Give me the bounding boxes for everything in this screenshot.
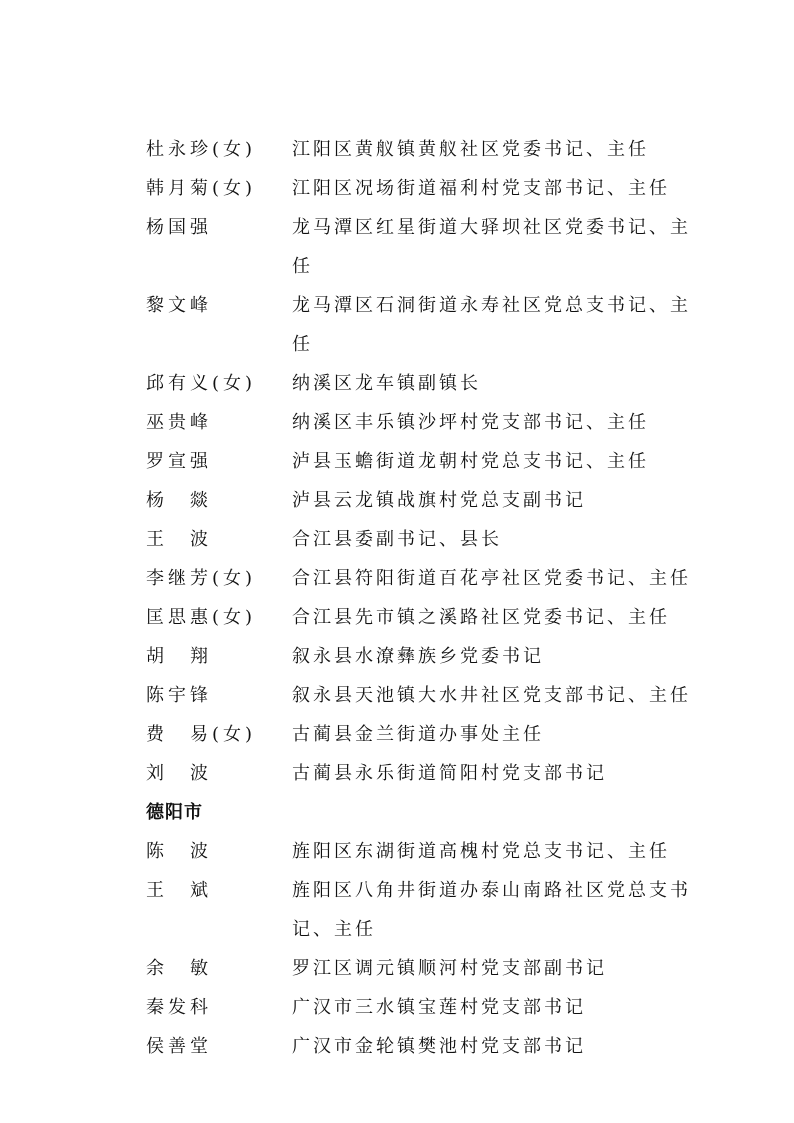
person-position: 龙马潭区石洞街道永寿社区党总支书记、主任	[292, 295, 691, 355]
list-item	[146, 481, 706, 520]
list-item	[146, 208, 706, 286]
commendation-list	[146, 130, 706, 1066]
person-position: 合江县符阳街道百花亭社区党委书记、主任	[292, 568, 691, 589]
section-heading: 德阳市	[146, 802, 203, 823]
person-name: 陈宇锋	[146, 685, 212, 706]
list-item	[146, 1027, 706, 1066]
list-item	[146, 169, 706, 208]
person-name: 侯善堂	[146, 1036, 212, 1057]
list-item	[146, 442, 706, 481]
list-item	[146, 871, 706, 949]
person-name: 罗宣强	[146, 451, 212, 472]
person-position: 龙马潭区红星街道大驿坝社区党委书记、主任	[292, 217, 691, 277]
person-name: 匡思惠(女)	[146, 607, 257, 628]
person-position: 合江县先市镇之溪路社区党委书记、主任	[292, 607, 670, 628]
person-name: 杨 燚	[146, 490, 212, 511]
list-item	[146, 598, 706, 637]
person-name: 王 波	[146, 529, 212, 550]
list-item	[146, 637, 706, 676]
person-position: 罗江区调元镇顺河村党支部副书记	[292, 958, 607, 979]
person-position: 广汉市金轮镇樊池村党支部书记	[292, 1036, 586, 1057]
person-position: 合江县委副书记、县长	[292, 529, 502, 550]
list-item	[146, 676, 706, 715]
person-name: 李继芳(女)	[146, 568, 257, 589]
person-position: 泸县玉蟾街道龙朝村党总支书记、主任	[292, 451, 649, 472]
person-name: 杨国强	[146, 217, 212, 238]
list-item	[146, 286, 706, 364]
person-position: 古蔺县金兰街道办事处主任	[292, 724, 544, 745]
person-position: 旌阳区八角井街道办泰山南路社区党总支书记、主任	[292, 880, 691, 940]
person-position: 泸县云龙镇战旗村党总支副书记	[292, 490, 586, 511]
person-name: 费 易(女)	[146, 724, 257, 745]
person-position: 纳溪区龙车镇副镇长	[292, 373, 481, 394]
person-name: 邱有义(女)	[146, 373, 257, 394]
person-position: 古蔺县永乐街道简阳村党支部书记	[292, 763, 607, 784]
list-item	[146, 988, 706, 1027]
list-item	[146, 520, 706, 559]
person-position: 广汉市三水镇宝莲村党支部书记	[292, 997, 586, 1018]
person-position: 纳溪区丰乐镇沙坪村党支部书记、主任	[292, 412, 649, 433]
list-item	[146, 130, 706, 169]
person-name: 王 斌	[146, 880, 212, 901]
person-name: 秦发科	[146, 997, 212, 1018]
person-name: 余 敏	[146, 958, 212, 979]
person-name: 刘 波	[146, 763, 212, 784]
list-item	[146, 754, 706, 793]
person-name: 巫贵峰	[146, 412, 212, 433]
list-item	[146, 949, 706, 988]
person-name: 陈 波	[146, 841, 212, 862]
list-item	[146, 403, 706, 442]
person-position: 江阳区黄舣镇黄舣社区党委书记、主任	[292, 139, 649, 160]
person-name: 杜永珍(女)	[146, 139, 257, 160]
list-item	[146, 364, 706, 403]
person-name: 黎文峰	[146, 295, 212, 316]
list-item	[146, 715, 706, 754]
person-position: 叙永县天池镇大水井社区党支部书记、主任	[292, 685, 691, 706]
person-position: 叙永县水潦彝族乡党委书记	[292, 646, 544, 667]
list-item	[146, 559, 706, 598]
person-name: 韩月菊(女)	[146, 178, 257, 199]
person-position: 旌阳区东湖街道高槐村党总支书记、主任	[292, 841, 670, 862]
person-name: 胡 翔	[146, 646, 212, 667]
person-position: 江阳区况场街道福利村党支部书记、主任	[292, 178, 670, 199]
list-item	[146, 832, 706, 871]
